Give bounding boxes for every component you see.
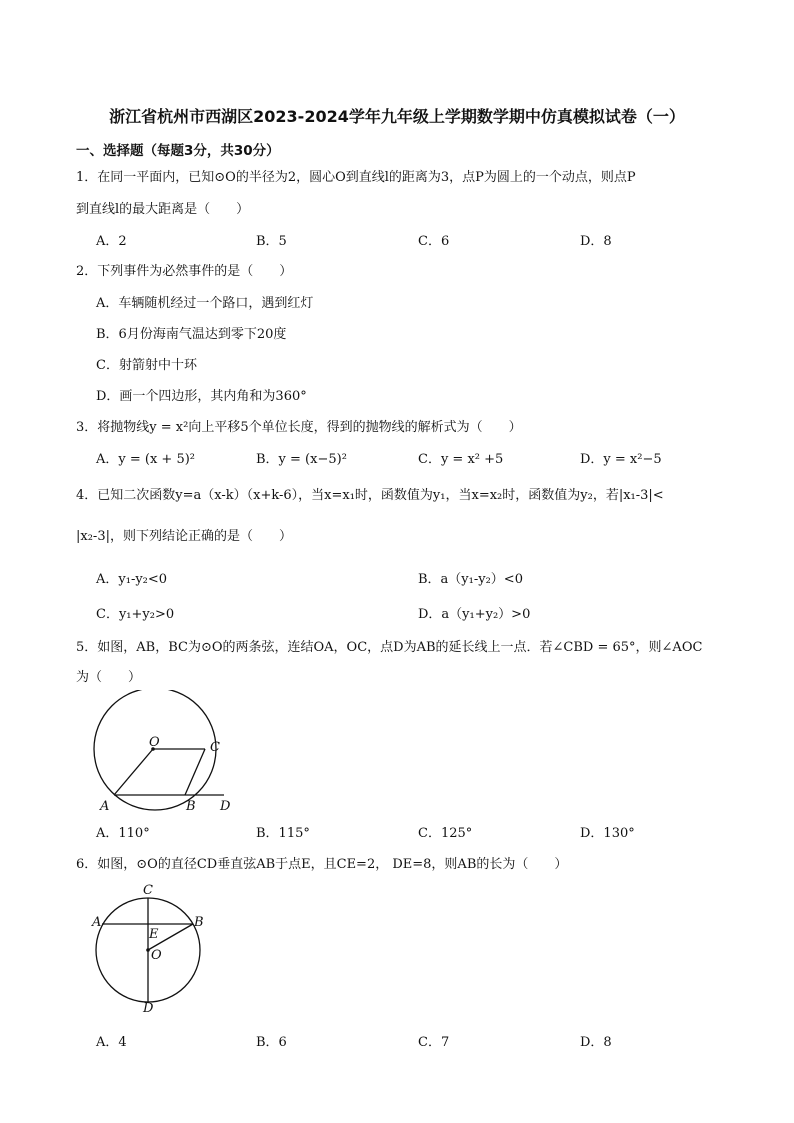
- question-6-line-1: 6．如图，⊙O的直径CD垂直弦AB于点E，且CE=2， DE=8，则AB的长为（ ）: [76, 857, 568, 872]
- q1-option-d: D．8: [580, 234, 612, 249]
- q5-label-d: D: [220, 799, 231, 814]
- q5-option-b: B．115°: [256, 826, 310, 841]
- q3-option-a: A．y = (x + 5)²: [96, 452, 196, 467]
- q4-option-d: D．a（y₁+y₂）>0: [418, 607, 531, 622]
- q6-label-o: O: [151, 948, 162, 963]
- q6-label-b: B: [194, 915, 204, 930]
- question-4-line-2: |x₂-3|，则下列结论正确的是（ ）: [76, 529, 292, 544]
- question-4-line-1: 4．已知二次函数y=a（x-k）（x+k-6），当x=x₁时，函数值为y₁，当x=x₂时，函数值为y₂，若|x₁-3|<: [76, 488, 664, 503]
- q5-label-c: C: [210, 740, 220, 755]
- q2-option-a: A．车辆随机经过一个路口，遇到红灯: [96, 296, 314, 311]
- question-1-line-2: 到直线l的最大距离是（ ）: [76, 202, 250, 217]
- q6-label-c: C: [143, 883, 153, 898]
- q5-label-b: B: [186, 799, 196, 814]
- q3-option-c: C．y = x² +5: [418, 452, 504, 467]
- question-5-line-2: 为（ ）: [76, 670, 142, 685]
- question-5-line-1: 5．如图，AB，BC为⊙O的两条弦，连结OA，OC，点D为AB的延长线上一点．若∠CBD = 65°，则∠AOC: [76, 640, 703, 655]
- q5-segment-oa: [114, 749, 153, 795]
- q6-option-b: B．6: [256, 1035, 287, 1050]
- q6-label-d: D: [143, 1001, 154, 1016]
- question-1-line-1: 1．在同一平面内，已知⊙O的半径为2，圆心O到直线l的距离为3，点P为圆上的一个动点，则点P: [76, 170, 636, 185]
- q6-center-point: [146, 948, 150, 952]
- q4-option-c: C．y₁+y₂>0: [96, 607, 175, 622]
- q5-option-c: C．125°: [418, 826, 473, 841]
- q6-option-c: C．7: [418, 1035, 450, 1050]
- q4-option-a: A．y₁-y₂<0: [96, 572, 168, 587]
- q2-option-b: B．6月份海南气温达到零下20度: [96, 327, 287, 342]
- q6-label-e: E: [149, 927, 159, 942]
- q5-circle-figure: [86, 690, 246, 820]
- q6-label-a: A: [92, 915, 102, 930]
- q6-option-a: A．4: [96, 1035, 127, 1050]
- q3-option-b: B．y = (x−5)²: [256, 452, 347, 467]
- q5-option-d: D．130°: [580, 826, 635, 841]
- question-3-line-1: 3．将抛物线y = x²向上平移5个单位长度，得到的抛物线的解析式为（ ）: [76, 420, 522, 435]
- q5-label-a: A: [100, 799, 110, 814]
- q1-option-b: B．5: [256, 234, 287, 249]
- page-title: 浙江省杭州市西湖区2023-2024学年九年级上学期数学期中仿真模拟试卷（一）: [109, 107, 685, 126]
- q6-circle-figure: [88, 878, 218, 1018]
- q4-option-b: B．a（y₁-y₂）<0: [418, 572, 523, 587]
- q3-option-d: D．y = x²−5: [580, 452, 662, 467]
- question-2-line-1: 2．下列事件为必然事件的是（ ）: [76, 264, 293, 279]
- q1-option-a: A．2: [96, 234, 127, 249]
- q1-option-c: C．6: [418, 234, 450, 249]
- q5-circle: [94, 690, 216, 810]
- section-heading: 一、选择题（每题3分，共30分）: [76, 143, 280, 159]
- q5-option-a: A．110°: [96, 826, 150, 841]
- q5-label-o: O: [149, 735, 160, 750]
- q6-option-d: D．8: [580, 1035, 612, 1050]
- q2-option-c: C．射箭射中十环: [96, 358, 197, 373]
- q2-option-d: D．画一个四边形，其内角和为360°: [96, 389, 307, 404]
